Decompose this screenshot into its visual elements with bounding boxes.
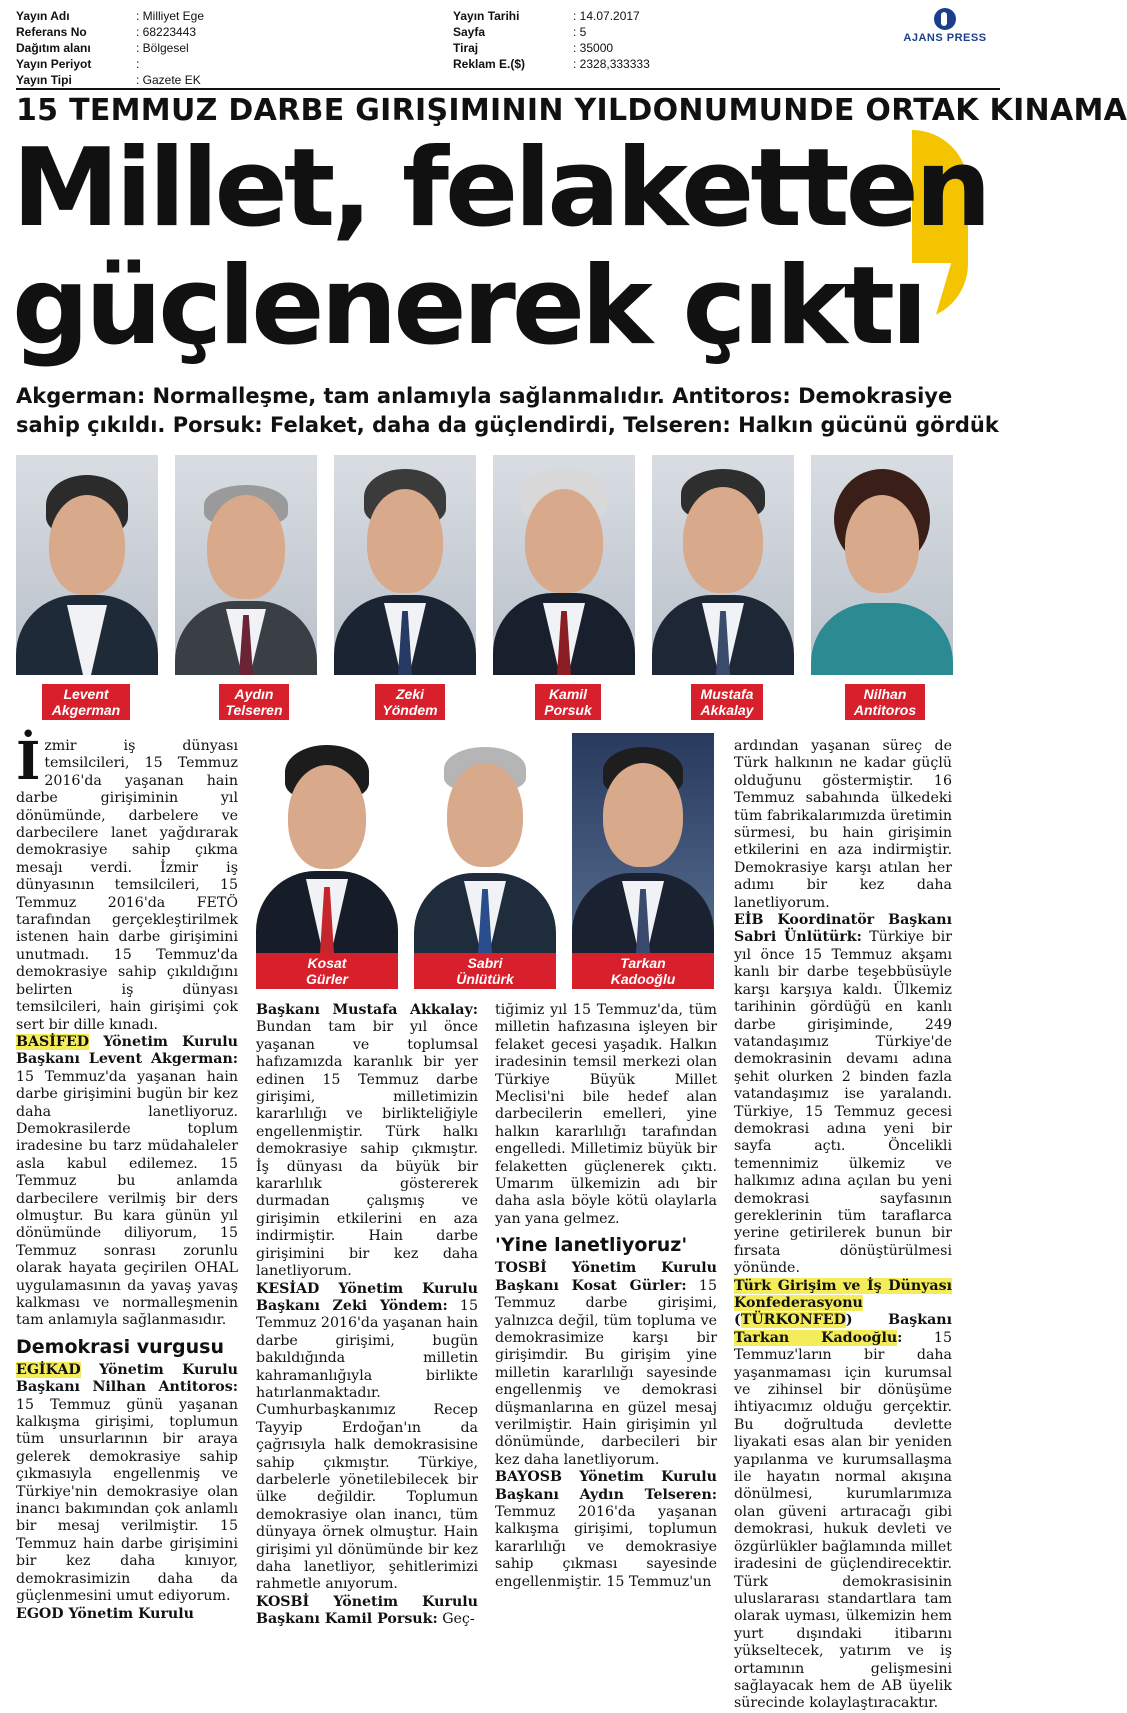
organization-name: BASİFED [16, 1033, 90, 1050]
meta-key: Yayın Periyot [16, 57, 92, 71]
logo-text: AJANS PRESS [903, 32, 987, 44]
paragraph-text: 15 Temmuz'da yaşanan hain darbe girişimini bugün bir kez daha lanetliyoruz. Demokrasilerde toplum iradesine bu tarz müdahaleler asla kabul edilemez. 15 Temmuz bu anlamda darbecilere verilmiş bir ders olmuştur. Bu kara günün yıl dönümünde diliyorum, 15 Temmuz sonrası zorunlu olarak hayata geçirilen OHAL uygulamasının da yavaş yavaş kalkması ve normalleşmenin tam anlamıyla sağlanmasıdır. [16, 1068, 238, 1329]
paragraph-text: Geç- [437, 1611, 475, 1628]
meta-key: Referans No [16, 25, 87, 39]
publication-meta-left [16, 8, 306, 88]
deck-line-2: sahip çıkıldı. Porsuk: Felaket, daha da güçlendirdi, Telseren: Halkın gücünü gördük [16, 413, 999, 437]
paragraph-text: 15 Temmuz 2016'da yaşanan hain darbe girişimi, bugün bakıldığında milletin kahramanlığıyla birlikte hatırlanmaktadır. Cumhurbaşkanımız Recep Tayyip Erdoğan'ın da çağrısıyla halk demokrasisine sahip çıkmıştır. Türkiye, darbelerle yönetilebilecek bir ülke değildir. Toplumun demokrasiye olan inancı, tüm dünyaya örnek olmuştur. Hain girişimi yıl dönümünde bir kez daha lanetliyor, şehitlerimizi rahmetle anıyorum. [256, 1297, 478, 1593]
meta-value: : 2328,333333 [573, 57, 650, 71]
speaker-lead: Yönetim Kurulu Başkanı Levent Akgerman: [16, 1033, 238, 1068]
speaker-lead: Yönetim Kurulu Başkanı Nilhan Antitoros: [16, 1361, 238, 1396]
name-caption [845, 684, 925, 720]
name-caption [691, 684, 763, 720]
portrait-photo [493, 455, 635, 675]
paragraph-text: 15 Temmuz'ların bir daha yaşanmaması için kurumsal ve zihinsel bir dönüşüme ihtiyacımız olduğu gerçektir. Bu doğrultuda devlette liyakati esas alan bir yeniden yapılanma ve kurumsallaşma ile hayatın normal akışına dönülmesi, kurumlarımıza olan güveni artıracağı gibi demokrasi, hukuk devleti ve özgürlükler bağlamında millet iradesini de güçlendirecektir. Türk demokrasisinin uluslararası standartlara tam olarak uyması, ülkemizin hem yurt dışındaki itibarını yükseltecek, yatırım ve iş ortamının gelişmesini sağlayacak hem de AB üyelik sürecinde kolaylaştıracaktır. [734, 1329, 952, 1712]
article-paragraph [256, 1281, 478, 1594]
caption-last-name: Kadooğlu [610, 971, 676, 987]
caption-last-name: Akkalay [700, 702, 754, 718]
portrait-photo [16, 455, 158, 675]
paragraph-text: ardından yaşanan süreç de Türk halkının ne kadar güçlü olduğunu göstermiştir. 16 Temmuz sabahında ülkedeki tüm fabrikalarımızda üretimin sürmesi, bu hain girişimin etkilerini en aza indirmiştir. Demokrasiye karşı atılan her adımı bir kez daha lanetliyorum. [734, 738, 952, 911]
meta-value: : Milliyet Ege [136, 9, 205, 23]
article-column-3 [495, 1002, 717, 1591]
speaker-lead: BAYOSB Yönetim Kurulu Başkanı Aydın Telseren: [495, 1469, 717, 1503]
caption-first-name: Kamil [548, 686, 588, 702]
article-column-1 [16, 731, 238, 1623]
caption-last-name: Gürler [305, 971, 348, 987]
caption-first-name: Kosat [307, 955, 347, 971]
ajans-press-logo-icon [934, 8, 956, 30]
meta-value: : [136, 57, 140, 71]
article-paragraph [734, 912, 952, 1278]
name-caption [535, 684, 601, 720]
article-paragraph [256, 1594, 478, 1629]
portrait-photo [175, 455, 317, 675]
caption-first-name: Tarkan [620, 955, 666, 971]
paragraph-text: Temmuz 2016'da yaşanan kalkışma girişimi, toplumun kararlılığı ve demokrasiye sahip çıkması sayesinde engellenmiştir. 15 Temmuz'un [495, 1503, 717, 1590]
meta-key: Yayın Tipi [16, 73, 72, 87]
caption-first-name: Levent [63, 686, 109, 702]
intro-text: zmir iş dünyası temsilcileri, 15 Temmuz 2016'da yaşanan hain darbe girişiminin yıl dönümünde, darbelere ve darbecilere lanet yağdırarak demokrasiye sahip çıkma mesajı verdi. İzmir iş dünyasının temsilcileri, 15 Temmuz 2016'da FETÖ tarafından gerçekleştirilmek istenen hain darbe girişimini unutmadı. 15 Temmuz'da demokrasiye sahip çıkıldığını belirten iş dünyası temsilcileri, hain girişimi çok sert bir dille kınadı. [16, 738, 238, 1033]
organization-name: Türk Girişim ve İş Dünyası Konfederasyonu [734, 1277, 952, 1311]
name-caption [414, 953, 556, 989]
speaker-lead: EGOD Yönetim Kurulu [16, 1605, 194, 1622]
caption-first-name: Nilhan [863, 686, 907, 702]
meta-value: : Gazete EK [136, 73, 201, 87]
meta-value: : 14.07.2017 [573, 9, 640, 23]
speaker-lead: KESİAD Yönetim Kurulu Başkanı Zeki Yöndem: [256, 1280, 478, 1314]
caption-first-name: Sabri [467, 955, 503, 971]
meta-key: Yayın Adı [16, 9, 70, 23]
speaker-lead: Başkanı Mustafa Akkalay: [256, 1002, 478, 1018]
headline-line-2: güçlenerek çıktı [12, 244, 925, 369]
article-paragraph [495, 1002, 717, 1228]
article-paragraph [16, 1034, 238, 1330]
name-caption [42, 684, 130, 720]
caption-last-name: Antitoros [853, 702, 917, 718]
article-paragraph: Türk Girişim ve İş Dünyası Konfederasyonu (TÜRKONFED) Başkanı Tarkan Kadooğlu: 15 Temmuz'ların bir daha yaşanmaması için kurumsal ve zihinsel bir dönüşüme ihtiyacımız olduğu gerçektir. Bu doğrultuda devlette liyakati esas alan bir yeniden yapılanma ve kurumsallaşma ile hayatın normal akışına dönülmesi, kurumlarımıza olan güveni artıracağı gibi demokrasi, hukuk devleti ve özgürlükler bağlamında millet iradesini de güçlendirecektir. Türk demokrasisinin uluslararası standartlara tam olarak uyması, ülkemizin hem yurt dışındaki itibarını yükseltecek, yatırım ve iş ortamının gelişmesini sağlayacak hem de AB üyelik sürecinde kolaylaştıracaktır. [734, 1277, 952, 1712]
meta-key: Sayfa [453, 25, 486, 39]
paragraph-text: tiğimiz yıl 15 Temmuz'da, tüm milletin hafızasına işleyen bir felaket gecesi yaşadık. Halkın iradesinin temsil merkezi olan Türkiye Büyük Millet Meclisi'ni bile hedef alan darbecilerin emelleri, yine halkın kararlılığı tarafından engelledi. Milletimiz büyük bir felaketten güçlenerek çıktı. Umarım ülkemizin adı bir daha asla böyle kötü olaylarla yan yana gelmez. [495, 1002, 717, 1227]
name-caption [256, 953, 398, 989]
article-paragraph [256, 1002, 478, 1281]
portrait-photo [572, 733, 714, 953]
caption-first-name: Mustafa [700, 686, 754, 702]
name-caption [219, 684, 289, 720]
caption-last-name: Porsuk [544, 702, 592, 718]
caption-last-name: Telseren [225, 702, 283, 718]
article-paragraph [734, 738, 952, 912]
paragraph-text: 15 Temmuz darbe girişimi, yalnızca değil, tüm topluma ve demokrasimize karşı bir girişimdir. Bu girişim yine milletin kararlılığı sayesinde engellenmiş ve demokrasi düşmanlarına en güzel mesaj verilmiştir. Hain girişimin yıl dönümünde, darbecileri bir kez daha lanetliyorum. [495, 1277, 717, 1468]
portrait-photo [414, 733, 556, 953]
article-paragraph [495, 1469, 717, 1591]
drop-cap: İ [16, 731, 41, 792]
speaker-name: Tarkan Kadooğlu [734, 1329, 898, 1346]
paragraph-text: Türkiye bir yıl önce 15 Temmuz akşamı kanlı bir darbe teşebbüsüyle karşı karşıya kaldı. Ülkemiz tarihinin gördüğü en kanlı darbe girişiminde, 249 vatandaşımız Türkiye'de demokrasinin devamı adına şehit olurken 2 binden fazla vatandaşımız ise yaralandı. Türkiye, 15 Temmuz gecesi demokrasi adına yeni bir sayfa açtı. Öncelikli temennimiz ülkemiz ve halkımız adına açılan bu yeni demokrasi sayfasının gereklerinin tüm taraflarca yerine getirilerek bunun bir fırsata dönüştürülmesi yönünde. [734, 929, 952, 1277]
meta-value: : 68223443 [136, 25, 197, 39]
portrait-photo [256, 733, 398, 953]
meta-key: Tiraj [453, 41, 479, 55]
organization-name: EGİKAD [16, 1361, 81, 1378]
meta-value: : 5 [573, 25, 587, 39]
paragraph-text: 15 Temmuz günü yaşanan kalkışma girişimi, toplumun tüm unsurlarının bir araya gelerek demokrasiye sahip çıkmasıyla engellenmiş ve Türkiye'nin demokrasiye olan inancı bakımından çok anlamlı bir mesaj verilmiştir. 15 Temmuz hain darbe girişimini bir kez daha kınıyor, demokrasimizin daha da güçlenmesini umut ediyorum. [16, 1396, 238, 1605]
headline-line-1: Millet, felaketten [12, 126, 988, 251]
deck-line-1: Akgerman: Normalleşme, tam anlamıyla sağlanmalıdır. Antitoros: Demokrasiye [16, 384, 953, 408]
name-caption [375, 684, 445, 720]
speaker-lead: Başkanı [888, 1312, 952, 1329]
meta-key: Yayın Tarihi [453, 9, 520, 23]
article-paragraph [16, 1362, 238, 1606]
deck-subtitle [16, 382, 999, 440]
portrait-photo [334, 455, 476, 675]
speaker-lead: TOSBİ Yönetim Kurulu Başkanı Kosat Gürler: [495, 1260, 717, 1294]
name-caption [572, 953, 714, 989]
article-column-4 [734, 738, 952, 1713]
organization-abbr: TÜRKONFED [740, 1312, 846, 1329]
header-divider [16, 88, 1000, 90]
speaker-lead: EİB Koordinatör Başkanı Sabri Ünlütürk: [734, 912, 952, 946]
publication-meta-right [453, 8, 743, 72]
meta-value: : Bölgesel [136, 41, 189, 55]
caption-last-name: Akgerman [51, 702, 121, 718]
portrait-photo [652, 455, 794, 675]
article-paragraph [16, 731, 238, 1034]
caption-last-name: Yöndem [382, 702, 438, 718]
meta-value: : 35000 [573, 41, 614, 55]
caption-first-name: Zeki [395, 686, 424, 702]
portrait-photo [811, 455, 953, 675]
caption-first-name: Aydın [234, 686, 274, 702]
supra-headline: 15 TEMMUZ DARBE GIRIŞIMININ YILDONUMUNDE ORTAK KINAMA [16, 93, 1127, 128]
article-column-2 [256, 1002, 478, 1629]
meta-key: Reklam E.($) [453, 57, 526, 71]
ajans-press-logo [895, 8, 995, 44]
section-subhead: 'Yine lanetliyoruz' [495, 1234, 688, 1257]
speaker-lead: KOSBİ Yönetim Kurulu Başkanı Kamil Porsuk: [256, 1593, 478, 1628]
article-paragraph [16, 1606, 238, 1623]
meta-key: Dağıtım alanı [16, 41, 91, 55]
section-subhead: Demokrasi vurgusu [16, 1335, 225, 1358]
article-paragraph [495, 1260, 717, 1469]
caption-last-name: Ünlütürk [456, 971, 514, 987]
paragraph-text: Bundan tam bir yıl önce yaşanan ve toplumsal hafızamızda karanlık bir yer edinen 15 Temmuz darbe girişimi, milletimizin kararlılığı ve birlikteliğiyle engellenmiştir. Türk halkı demokrasiye sahip çıkmıştır. İş dünyası da büyük bir kararlılık göstererek durmadan çalışmış ve girişimin etkilerini en aza indirmiştir. Hain darbe girişimini bir kez daha lanetliyorum. [256, 1019, 478, 1280]
